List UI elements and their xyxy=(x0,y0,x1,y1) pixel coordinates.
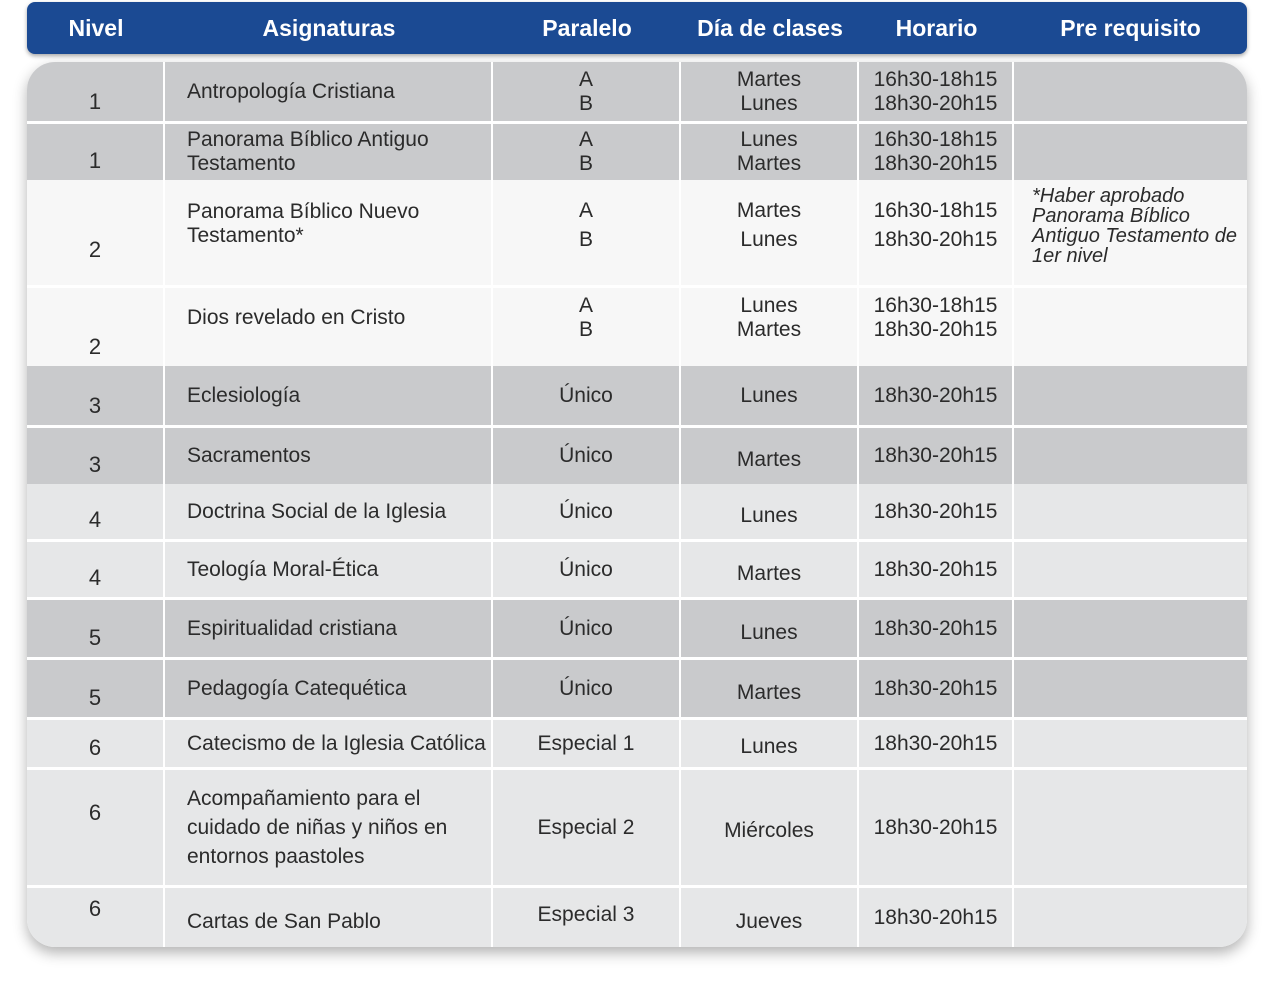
table-row xyxy=(27,180,1247,288)
paralelo-value: A xyxy=(578,294,593,317)
nivel-cell: 2 xyxy=(88,334,102,359)
table-row xyxy=(27,484,1247,542)
nivel-cell: 6 xyxy=(88,735,102,760)
asignatura-cell: Catecismo de la Iglesia Católica xyxy=(187,731,486,755)
horario-value: 18h30-20h15 xyxy=(873,616,998,640)
dia-cell xyxy=(681,720,857,767)
paralelo-cell xyxy=(493,366,679,425)
header-nivel: Nivel xyxy=(68,14,124,41)
dia-cell xyxy=(681,180,857,285)
dia-value: Martes xyxy=(736,448,802,471)
dia-cell xyxy=(681,62,857,121)
horario-value: 18h30-20h15 xyxy=(873,444,998,467)
paralelo-value: B xyxy=(578,91,593,115)
horario-value: 18h30-20h15 xyxy=(873,227,998,251)
dia-value: Lunes xyxy=(740,503,798,527)
horario-value: 16h30-18h15 xyxy=(873,198,998,222)
header-horario: Horario xyxy=(895,14,978,41)
table-row xyxy=(27,366,1247,428)
dia-value: Martes xyxy=(736,680,802,704)
horario-value: 18h30-20h15 xyxy=(873,731,998,755)
horario-cell xyxy=(859,366,1012,425)
horario-cell xyxy=(859,720,1012,767)
dia-value: Jueves xyxy=(735,909,803,933)
paralelo-value: Único xyxy=(559,499,613,523)
asignatura-cell: Panorama Bíblico Antiguo Testamento xyxy=(187,128,429,175)
horario-cell xyxy=(859,180,1012,285)
dia-cell xyxy=(681,888,857,947)
column-divider xyxy=(163,62,165,947)
asignatura-cell: Pedagogía Catequética xyxy=(187,676,407,700)
header-paralelo: Paralelo xyxy=(542,14,632,41)
dia-value: Martes xyxy=(736,198,802,222)
column-divider xyxy=(1012,62,1014,947)
horario-cell xyxy=(859,770,1012,885)
dia-value: Martes xyxy=(736,318,802,341)
nivel-cell: 6 xyxy=(88,800,102,825)
dia-value: Lunes xyxy=(740,620,798,644)
horario-value: 18h30-20h15 xyxy=(873,383,998,407)
asignatura-cell: Dios revelado en Cristo xyxy=(187,306,406,329)
paralelo-cell xyxy=(493,660,679,717)
asignatura-cell: Panorama Bíblico Nuevo Testamento* xyxy=(187,200,420,247)
paralelo-value: Único xyxy=(559,616,613,640)
horario-cell xyxy=(859,660,1012,717)
paralelo-value: Especial 2 xyxy=(537,815,635,839)
horario-cell xyxy=(859,542,1012,597)
paralelo-value: A xyxy=(578,198,593,222)
asignatura-cell: Doctrina Social de la Iglesia xyxy=(187,499,447,523)
horario-value: 18h30-20h15 xyxy=(873,905,998,929)
horario-value: 18h30-20h15 xyxy=(873,152,998,175)
schedule-table xyxy=(27,62,1247,947)
nivel-cell: 1 xyxy=(88,89,102,114)
paralelo-cell xyxy=(493,180,679,285)
paralelo-value: B xyxy=(578,227,593,251)
paralelo-value: B xyxy=(578,152,593,175)
dia-cell xyxy=(681,124,857,180)
table-row xyxy=(27,428,1247,484)
paralelo-value: Único xyxy=(559,557,613,581)
paralelo-value: Especial 1 xyxy=(537,731,635,755)
dia-cell xyxy=(681,428,857,484)
nivel-cell: 1 xyxy=(88,148,102,173)
nivel-cell: 5 xyxy=(88,625,102,650)
nivel-cell: 4 xyxy=(88,507,102,532)
dia-value: Lunes xyxy=(740,227,798,251)
dia-value: Lunes xyxy=(740,294,798,317)
paralelo-cell xyxy=(493,770,679,885)
table-row xyxy=(27,660,1247,720)
horario-value: 18h30-20h15 xyxy=(873,91,998,115)
paralelo-cell xyxy=(493,542,679,597)
header-prerequisito: Pre requisito xyxy=(1060,14,1201,41)
horario-cell xyxy=(859,288,1012,366)
asignatura-cell: Sacramentos xyxy=(187,444,311,467)
horario-value: 18h30-20h15 xyxy=(873,815,998,839)
dia-cell xyxy=(681,542,857,597)
column-divider xyxy=(679,62,681,947)
horario-value: 18h30-20h15 xyxy=(873,318,998,341)
paralelo-value: Único xyxy=(559,676,613,700)
dia-value: Lunes xyxy=(740,383,798,407)
horario-value: 16h30-18h15 xyxy=(873,67,998,91)
dia-value: Lunes xyxy=(740,91,798,115)
prerequisito-note: *Haber aprobado Panorama Bíblico Antiguo Testamento de 1er nivel xyxy=(1032,185,1237,267)
paralelo-cell xyxy=(493,288,679,366)
dia-value: Martes xyxy=(736,152,802,175)
dia-cell xyxy=(681,770,857,885)
table-row xyxy=(27,288,1247,366)
asignatura-cell: Espiritualidad cristiana xyxy=(187,616,398,640)
asignatura-cell: Eclesiología xyxy=(187,383,301,407)
dia-value: Lunes xyxy=(740,128,798,151)
dia-cell xyxy=(681,366,857,425)
horario-value: 18h30-20h15 xyxy=(873,499,998,523)
nivel-cell: 5 xyxy=(88,685,102,710)
horario-cell xyxy=(859,62,1012,121)
dia-cell xyxy=(681,484,857,539)
dia-value: Martes xyxy=(736,561,802,585)
paralelo-cell xyxy=(493,484,679,539)
nivel-cell: 3 xyxy=(88,452,102,477)
table-row xyxy=(27,62,1247,124)
asignatura-cell: Antropología Cristiana xyxy=(187,79,395,103)
paralelo-cell xyxy=(493,600,679,657)
nivel-cell: 2 xyxy=(88,237,102,262)
table-row xyxy=(27,770,1247,888)
header-dia: Día de clases xyxy=(697,14,843,41)
dia-value: Miércoles xyxy=(724,818,814,842)
nivel-cell: 6 xyxy=(88,896,102,921)
column-divider xyxy=(491,62,493,947)
paralelo-value: A xyxy=(578,128,593,151)
paralelo-value: Único xyxy=(559,383,613,407)
table-row xyxy=(27,888,1247,947)
table-row xyxy=(27,542,1247,600)
table-row xyxy=(27,124,1247,180)
asignatura-cell: Cartas de San Pablo xyxy=(187,909,381,933)
horario-value: 18h30-20h15 xyxy=(873,557,998,581)
paralelo-cell xyxy=(493,720,679,767)
column-divider xyxy=(857,62,859,947)
table-row xyxy=(27,600,1247,660)
dia-cell xyxy=(681,600,857,657)
paralelo-value: Único xyxy=(559,444,613,467)
horario-value: 18h30-20h15 xyxy=(873,676,998,700)
table-row xyxy=(27,720,1247,770)
horario-cell xyxy=(859,600,1012,657)
nivel-cell: 3 xyxy=(88,393,102,418)
horario-value: 16h30-18h15 xyxy=(873,128,998,151)
nivel-cell: 4 xyxy=(88,565,102,590)
paralelo-value: A xyxy=(578,67,593,91)
horario-cell xyxy=(859,428,1012,484)
paralelo-value: Especial 3 xyxy=(537,902,635,926)
table-header xyxy=(27,2,1247,54)
horario-cell xyxy=(859,124,1012,180)
horario-value: 16h30-18h15 xyxy=(873,294,998,317)
header-asignaturas: Asignaturas xyxy=(262,14,396,41)
asignatura-cell: Acompañamiento para el cuidado de niñas y niños en entornos paastoles xyxy=(187,787,448,868)
paralelo-cell xyxy=(493,62,679,121)
horario-cell xyxy=(859,484,1012,539)
dia-cell xyxy=(681,288,857,366)
paralelo-value: B xyxy=(578,318,593,341)
paralelo-cell xyxy=(493,428,679,484)
paralelo-cell xyxy=(493,124,679,180)
dia-value: Lunes xyxy=(740,734,798,758)
paralelo-cell xyxy=(493,888,679,947)
horario-cell xyxy=(859,888,1012,947)
dia-value: Martes xyxy=(736,67,802,91)
asignatura-cell: Teología Moral-Ética xyxy=(187,557,379,581)
dia-cell xyxy=(681,660,857,717)
